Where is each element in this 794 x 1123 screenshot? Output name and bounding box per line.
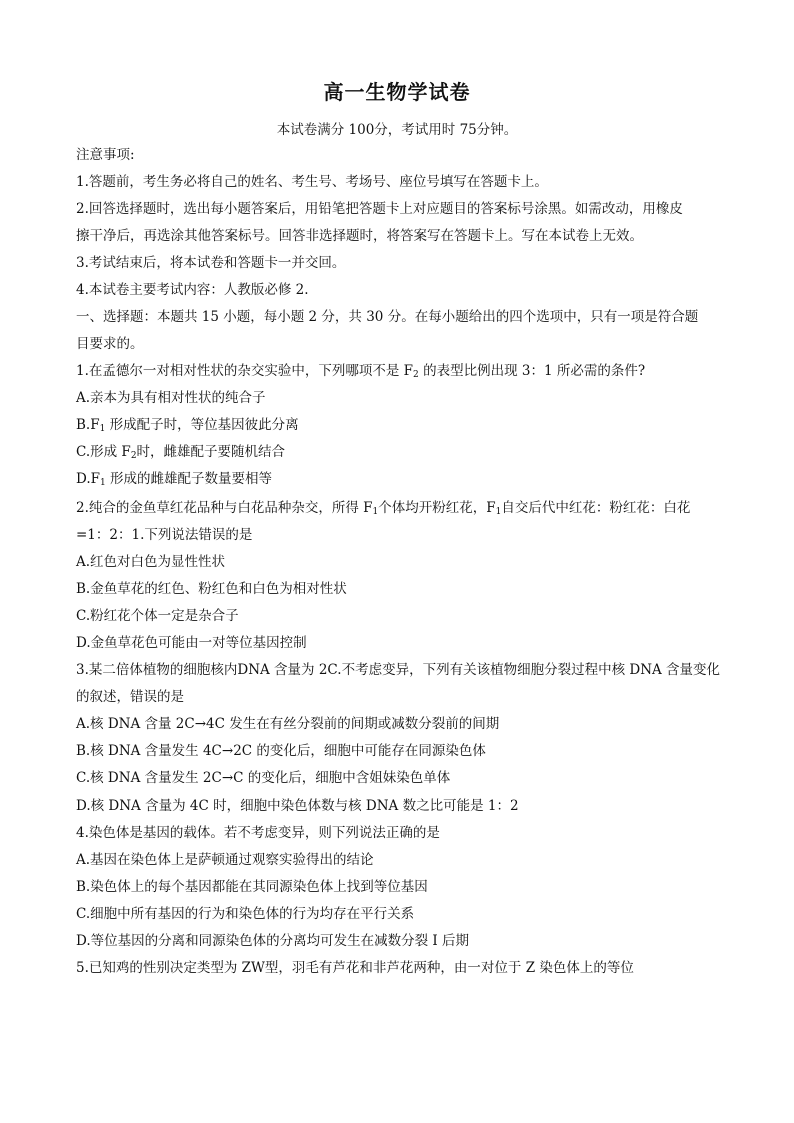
- section-heading: 一、选择题：本题共 15 小题，每小题 2 分，共 30 分。在每小题给出的四个选项中，只有一项是符合题: [76, 309, 699, 325]
- question-4-option-c: C.细胞中所有基因的行为和染色体的行为均存在平行关系: [76, 906, 415, 922]
- notice-item: 2.回答选择题时，选出每小题答案后，用铅笔把答题卡上对应题目的答案标号涂黑。如需改动，用橡皮: [76, 201, 683, 217]
- notice-item: 1.答题前，考生务必将自己的姓名、考生号、考场号、座位号填写在答题卡上。: [76, 174, 548, 190]
- question-2-option-c: C.粉红花个体一定是杂合子: [76, 608, 239, 624]
- question-3-option-d: D.核 DNA 含量为 4C 时，细胞中染色体数与核 DNA 数之比可能是 1：2: [76, 798, 519, 814]
- question-2-option-d: D.金鱼草花色可能由一对等位基因控制: [76, 635, 307, 651]
- question-3-option-b: B.核 DNA 含量发生 4C→2C 的变化后，细胞中可能存在同源染色体: [76, 743, 486, 759]
- question-4-option-d: D.等位基因的分离和同源染色体的分离均可发生在减数分裂 I 后期: [76, 933, 470, 949]
- question-1-option-b: $B.F_1$ 形成配子时，等位基因彼此分离: [76, 417, 299, 434]
- question-3-option-a: A.核 DNA 含量 2C→4C 发生在有丝分裂前的间期或减数分裂前的间期: [76, 716, 500, 732]
- section-heading-cont: 目要求的。: [76, 336, 144, 352]
- question-2-stem-cont: =1：2：1.下列说法错误的是: [76, 527, 253, 543]
- question-1-stem: 1.在孟德尔一对相对性状的杂交实验中，下列哪项不是 $F_2$ 的表型比例出现 3：1 所必需的条件?: [76, 363, 646, 380]
- question-1-option-d: $D.F_1$ 形成的雌雄配子数量要相等: [76, 471, 273, 488]
- notice-item: 4.本试卷主要考试内容：人教版必修 2.: [76, 282, 309, 298]
- page-title: 高一生物学试卷: [323, 80, 471, 104]
- question-2-option-b: B.金鱼草花的红色、粉红色和白色为相对性状: [76, 581, 347, 597]
- question-4-option-a: A.基因在染色体上是萨顿通过观察实验得出的结论: [76, 852, 374, 868]
- exam-info: 本试卷满分 100分，考试用时 75分钟。: [276, 122, 518, 138]
- question-1-option-c: C.形成 $F_2$时，雌雄配子要随机结合: [76, 444, 286, 461]
- question-1-option-a: A.亲本为具有相对性状的纯合子: [76, 390, 266, 406]
- notice-heading: 注意事项:: [76, 147, 135, 163]
- question-4-option-b: B.染色体上的每个基因都能在其同源染色体上找到等位基因: [76, 879, 428, 895]
- notice-item: 3.考试结束后，将本试卷和答题卡一并交回。: [76, 255, 346, 271]
- question-2-option-a: A.红色对白色为显性性状: [76, 554, 226, 570]
- question-3-stem: 3.某二倍体植物的细胞核内DNA 含量为 2C.不考虑变异，下列有关该植物细胞分裂过程中核 DNA 含量变化: [76, 662, 721, 678]
- question-2-stem: 2.纯合的金鱼草红花品种与白花品种杂交，所得 $F_1$个体均开粉红花，$F_1$自交后代中红花：粉红花：白花: [76, 500, 691, 517]
- question-5-stem: 5.已知鸡的性别决定类型为 ZW型，羽毛有芦花和非芦花两种，由一对位于 Z 染色体上的等位: [76, 960, 634, 976]
- question-3-option-c: C.核 DNA 含量发生 2C→C 的变化后，细胞中含姐妹染色单体: [76, 770, 451, 786]
- notice-item: 擦干净后，再选涂其他答案标号。回答非选择题时，将答案写在答题卡上。写在本试卷上无效。: [76, 228, 643, 244]
- question-3-stem-cont: 的叙述，错误的是: [76, 689, 184, 705]
- question-4-stem: 4.染色体是基因的载体。若不考虑变异，则下列说法正确的是: [76, 825, 440, 841]
